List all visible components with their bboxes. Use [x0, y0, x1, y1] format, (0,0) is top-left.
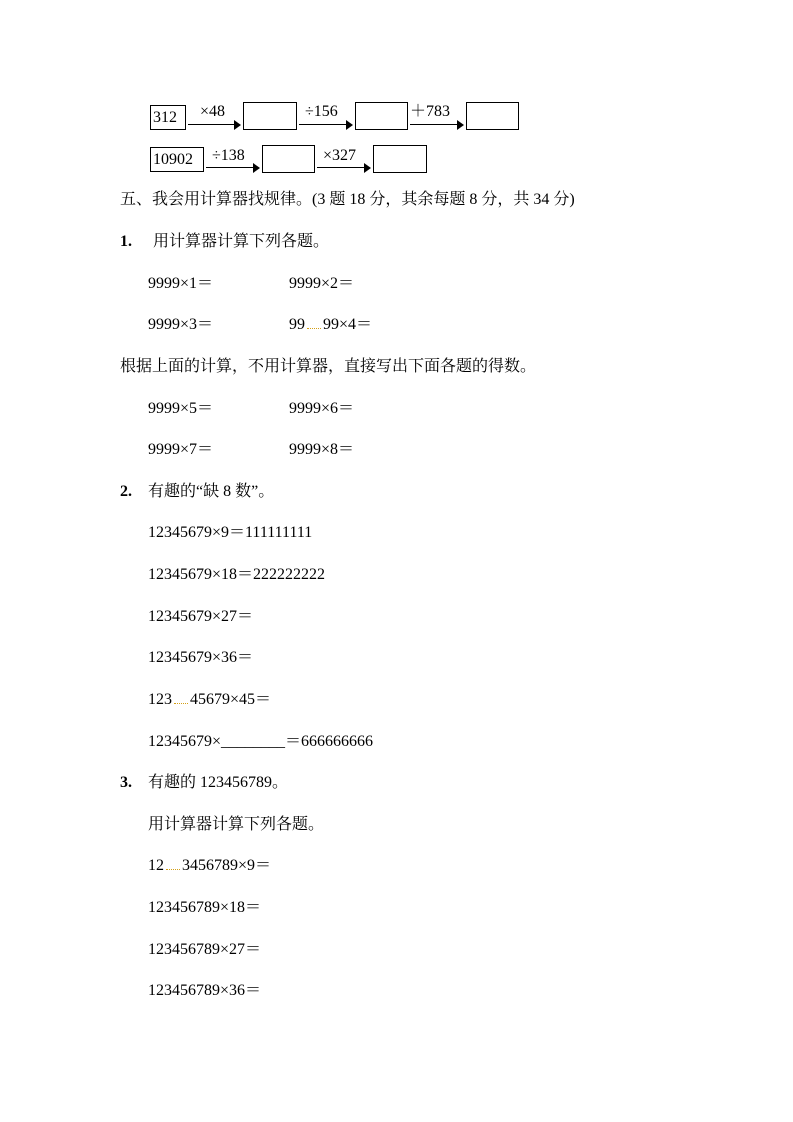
q3-line-2: 123456789×18＝: [148, 899, 262, 916]
edit-mark: [166, 863, 180, 870]
q2-line-1: 12345679×9＝111111111: [148, 524, 313, 541]
q2-line-5-post: 45679×45＝: [190, 691, 272, 708]
q2-line-3: 12345679×27＝: [148, 608, 254, 625]
q3-line-3: 123456789×27＝: [148, 941, 262, 958]
chain2-arrow-1: [206, 162, 260, 174]
chain1-arrow-1: [188, 119, 241, 131]
q3-line-4: 123456789×36＝: [148, 982, 262, 999]
q1-row4-a: 9999×7＝: [148, 441, 214, 458]
q1-row1-b: 9999×2＝: [289, 275, 355, 292]
q1-row4-b: 9999×8＝: [289, 441, 355, 458]
q1-row3-a: 9999×5＝: [148, 400, 214, 417]
chain2-answer-box-2[interactable]: [373, 145, 427, 173]
q1-row2-b-post: 99×4＝: [323, 316, 373, 333]
edit-mark: [307, 322, 321, 329]
q3-subtext: 用计算器计算下列各题。: [148, 816, 325, 833]
q1-row2-b-pre: 99: [289, 316, 305, 333]
q3-text: 有趣的 123456789。: [148, 774, 289, 791]
chain2-op-2: ×327: [323, 147, 357, 164]
chain1-op-2: ÷156: [305, 103, 338, 120]
q2-text: 有趣的“缺 8 数”。: [148, 483, 275, 500]
q2-line-6: 12345679×________＝666666666: [148, 733, 374, 750]
q2-line-5: [148, 692, 271, 708]
q3-line-1-post: 3456789×9＝: [182, 857, 272, 874]
q2-line-4: 12345679×36＝: [148, 649, 254, 666]
chain1-start-box: 312: [150, 105, 186, 130]
chain2-arrow-2: [317, 162, 371, 174]
q1-text: 用计算器计算下列各题。: [153, 233, 330, 250]
q2-line-5-pre: 123: [148, 691, 172, 708]
q1-row3-b: 9999×6＝: [289, 400, 355, 417]
section-5-title: 五、我会用计算器找规律。(3 题 18 分，其余每题 8 分，共 34 分): [120, 191, 575, 208]
chain2-start-box: 10902: [150, 147, 204, 172]
q1-row2-a: 9999×3＝: [148, 316, 214, 333]
q2-number: 2.: [120, 483, 132, 500]
q2-line-2: 12345679×18＝222222222: [148, 566, 326, 583]
chain1-answer-box-2[interactable]: [355, 102, 408, 130]
q1-row1-a: 9999×1＝: [148, 275, 214, 292]
chain1-arrow-3: [410, 119, 464, 131]
q3-line-1-pre: 12: [148, 857, 164, 874]
q1-instruction: 根据上面的计算，不用计算器，直接写出下面各题的得数。: [120, 358, 537, 375]
q1-number: 1.: [120, 233, 132, 250]
chain1-answer-box-1[interactable]: [243, 102, 297, 130]
edit-mark: [174, 697, 188, 704]
chain2-answer-box-1[interactable]: [262, 145, 315, 173]
chain2-op-1: ÷138: [212, 147, 245, 164]
q3-line-1: [148, 858, 271, 874]
q1-row2-b: [289, 317, 372, 333]
q3-number: 3.: [120, 774, 132, 791]
chain1-op-3: ＋783: [410, 103, 451, 120]
chain1-answer-box-3[interactable]: [466, 102, 519, 130]
chain1-arrow-2: [299, 119, 353, 131]
chain1-op-1: ×48: [200, 103, 226, 120]
